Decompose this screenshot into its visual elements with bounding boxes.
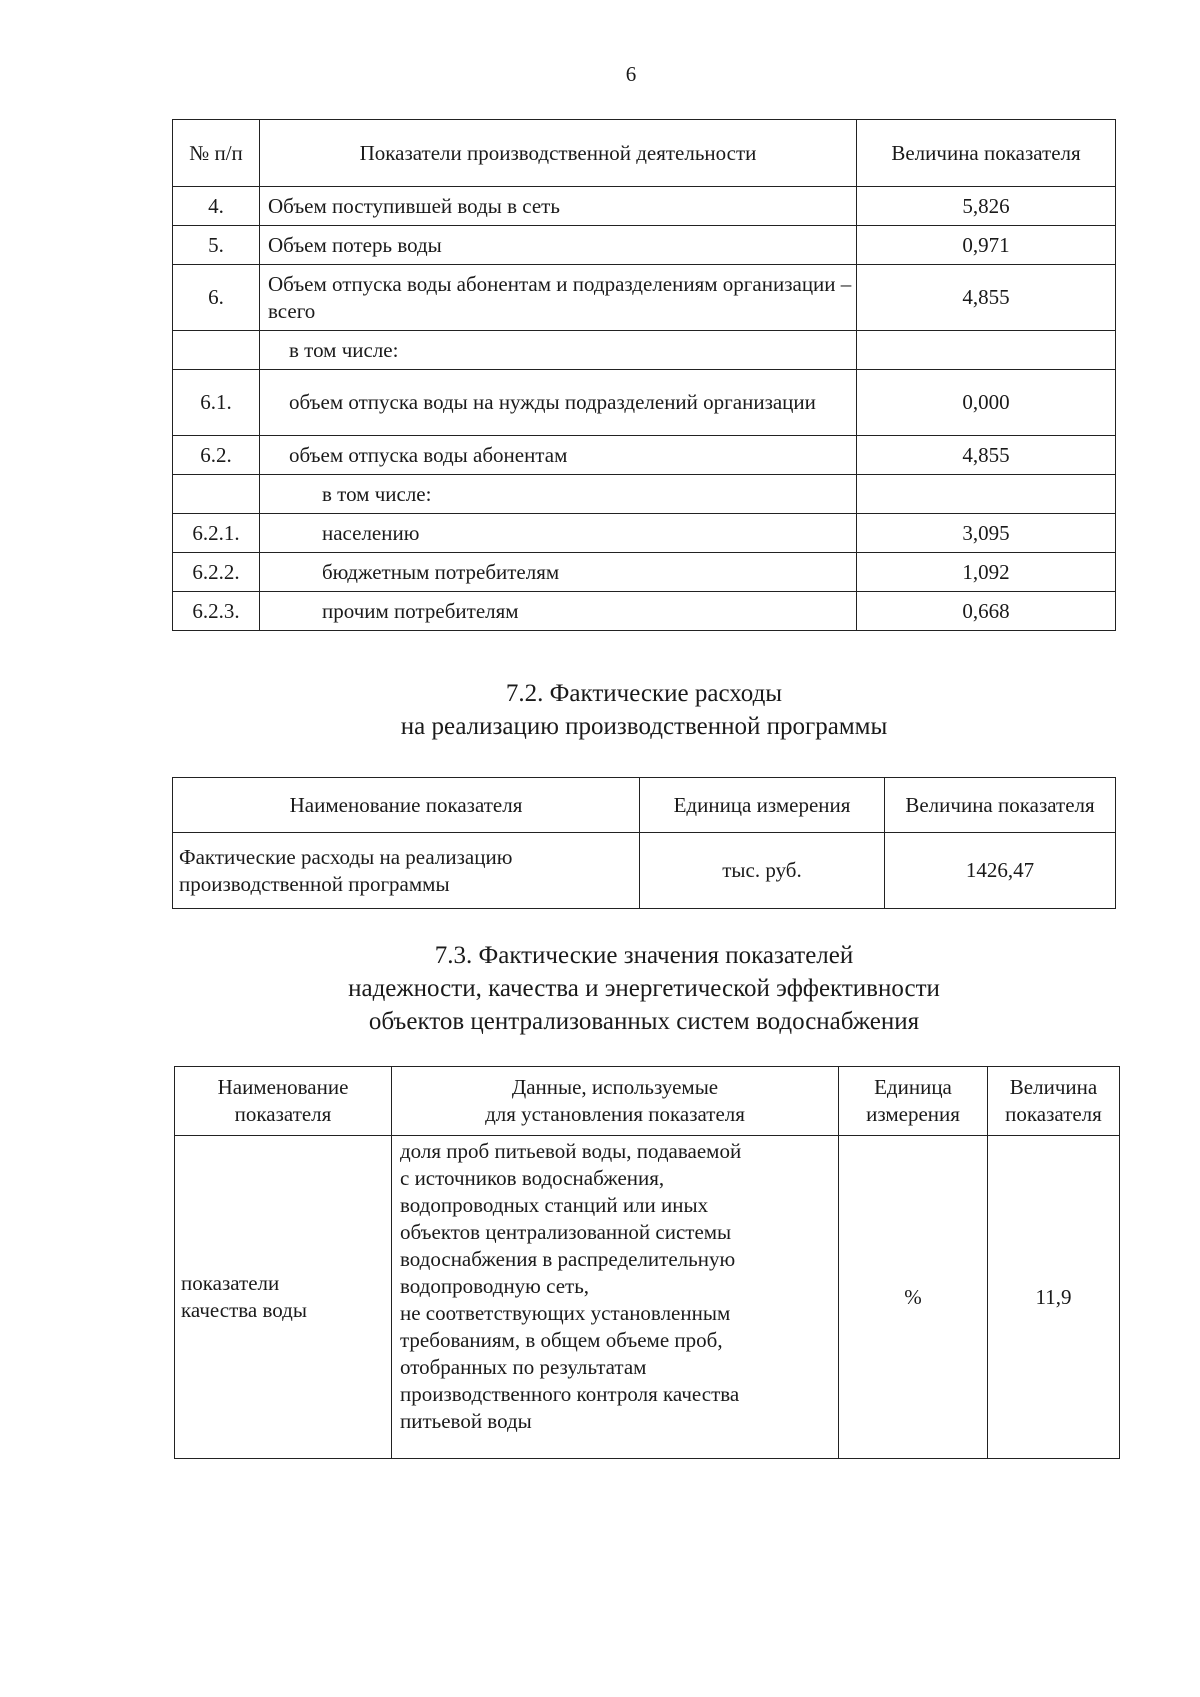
row-value: 1,092 — [857, 553, 1116, 592]
section-7-2-title — [172, 677, 1116, 743]
header-unit: Единица измерения — [640, 778, 885, 833]
row-value: 0,668 — [857, 592, 1116, 631]
description-line: производственного контроля качества — [400, 1382, 740, 1406]
row-indicator: объем отпуска воды абонентам — [260, 436, 857, 475]
table-row — [173, 436, 1116, 475]
row-value: 3,095 — [857, 514, 1116, 553]
description-line: водопроводных станций или иных — [400, 1193, 709, 1217]
section-7-2-title-line1: 7.2. Фактические расходы — [505, 680, 783, 707]
row-value: 11,9 — [988, 1136, 1120, 1459]
header-data-used — [392, 1067, 839, 1136]
description-line: с источников водоснабжения, — [400, 1166, 665, 1190]
row-value: 4,855 — [857, 265, 1116, 331]
row-indicator-line1: показатели — [181, 1271, 280, 1295]
row-indicator: в том числе: — [260, 331, 857, 370]
header-value — [988, 1067, 1120, 1136]
row-unit: тыс. руб. — [640, 833, 885, 909]
page-number: 6 — [625, 62, 637, 86]
table-row — [173, 592, 1116, 631]
section-7-3-title — [172, 939, 1116, 1038]
production-indicators-table — [172, 119, 1116, 631]
description-line: отобранных по результатам — [400, 1355, 647, 1379]
header-line: для установления показателя — [485, 1102, 745, 1126]
row-number: 6. — [173, 265, 260, 331]
description-line: водоснабжения в распределительную — [400, 1247, 736, 1271]
description-line: питьевой воды — [400, 1409, 532, 1433]
header-value: Величина показателя — [885, 778, 1116, 833]
row-value: 1426,47 — [885, 833, 1116, 909]
row-indicator-line1: Фактические расходы на реализацию — [179, 844, 513, 869]
header-number: № п/п — [173, 120, 260, 187]
row-indicator: в том числе: — [260, 475, 857, 514]
section-7-2-title-line2: на реализацию производственной программы — [400, 713, 888, 740]
header-unit — [839, 1067, 988, 1136]
header-value: Величина показателя — [857, 120, 1116, 187]
row-number: 6.2.3. — [173, 592, 260, 631]
table-row — [175, 1136, 1120, 1459]
row-indicator: населению — [260, 514, 857, 553]
header-line: показателя — [1005, 1102, 1102, 1126]
table-row — [173, 553, 1116, 592]
row-number — [173, 475, 260, 514]
row-indicator — [173, 833, 640, 909]
table-row — [173, 265, 1116, 331]
row-number: 6.2.1. — [173, 514, 260, 553]
table-row — [173, 187, 1116, 226]
row-indicator-line2: качества воды — [181, 1298, 307, 1322]
section-7-3-title-line1: 7.3. Фактические значения показателей — [434, 942, 854, 969]
row-indicator: объем отпуска воды на нужды подразделений организации — [260, 370, 857, 436]
table-header-row — [175, 1067, 1120, 1136]
header-indicator-name: Наименование показателя — [173, 778, 640, 833]
table-header-row — [173, 120, 1116, 187]
header-line: Величина — [1009, 1075, 1098, 1099]
row-indicator — [175, 1136, 392, 1459]
row-number: 5. — [173, 226, 260, 265]
row-indicator: бюджетным потребителям — [260, 553, 857, 592]
description-line: объектов централизованной системы — [400, 1220, 732, 1244]
header-indicator-name — [175, 1067, 392, 1136]
table-row — [173, 226, 1116, 265]
row-value: 5,826 — [857, 187, 1116, 226]
row-value — [857, 475, 1116, 514]
row-value — [857, 331, 1116, 370]
row-number: 4. — [173, 187, 260, 226]
table-row — [173, 331, 1116, 370]
row-unit: % — [839, 1136, 988, 1459]
row-number: 6.2. — [173, 436, 260, 475]
header-line: показателя — [234, 1102, 332, 1126]
row-value: 4,855 — [857, 436, 1116, 475]
actual-expenses-table — [172, 777, 1116, 909]
table-row — [173, 833, 1116, 909]
description-line: не соответствующих установленным — [400, 1301, 731, 1325]
header-line: Единица — [874, 1075, 952, 1099]
header-indicator: Показатели производственной деятельности — [260, 120, 857, 187]
description-line: водопроводную сеть, — [400, 1274, 590, 1298]
table-row — [173, 475, 1116, 514]
table-row — [173, 370, 1116, 436]
row-value: 0,000 — [857, 370, 1116, 436]
header-line: Данные, используемые — [511, 1075, 719, 1099]
row-number — [173, 331, 260, 370]
row-indicator-line2: производственной программы — [179, 871, 450, 896]
table-header-row — [173, 778, 1116, 833]
row-indicator: Объем потерь воды — [260, 226, 857, 265]
description-line: требованиям, в общем объеме проб, — [400, 1328, 723, 1352]
quality-indicators-table — [174, 1066, 1120, 1459]
row-number: 6.2.2. — [173, 553, 260, 592]
header-line: измерения — [866, 1102, 960, 1126]
table-row — [173, 514, 1116, 553]
row-value: 0,971 — [857, 226, 1116, 265]
row-number: 6.1. — [173, 370, 260, 436]
section-7-3-title-line3: объектов централизованных систем водоснабжения — [368, 1008, 920, 1035]
description-line: доля проб питьевой воды, подаваемой — [400, 1139, 742, 1163]
section-7-3-title-line2: надежности, качества и энергетической эффективности — [348, 975, 940, 1002]
row-indicator: Объем поступившей воды в сеть — [260, 187, 857, 226]
row-indicator: прочим потребителям — [260, 592, 857, 631]
row-data-description — [392, 1136, 839, 1459]
row-indicator: Объем отпуска воды абонентам и подразделениям организации – всего — [260, 265, 857, 331]
header-line: Наименование — [217, 1075, 349, 1099]
